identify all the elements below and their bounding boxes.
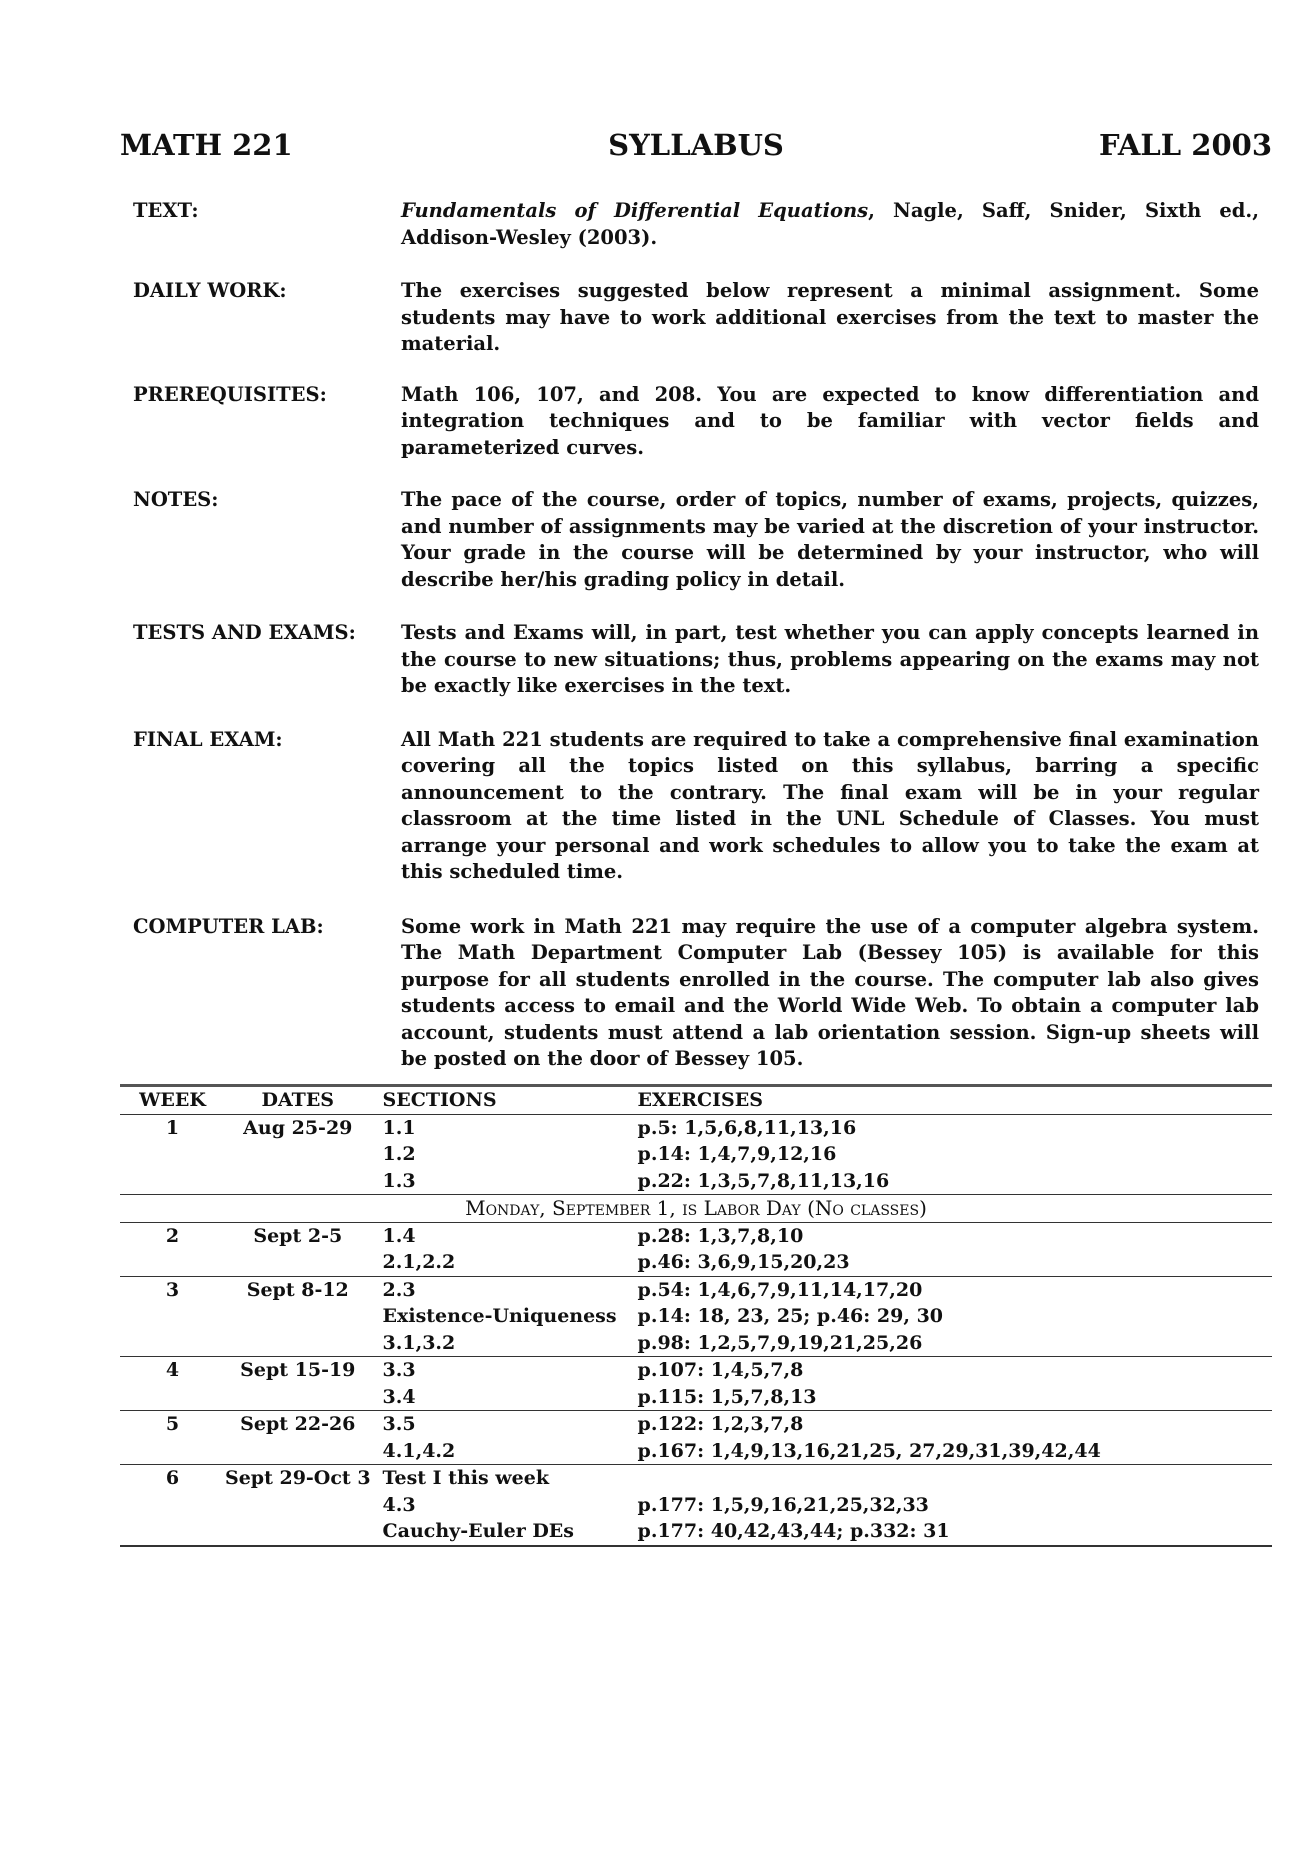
- section-label: NOTES:: [133, 488, 219, 511]
- table-row: [120, 1492, 1272, 1519]
- section-label: COMPUTER LAB:: [133, 914, 324, 938]
- section-cell: Existence-Uniqueness: [382, 1305, 617, 1327]
- exercises-cell: p.5: 1,5,6,8,11,13,16: [638, 1114, 1272, 1141]
- exercises-cell: p.177: 1,5,9,16,21,25,32,33: [637, 1493, 929, 1516]
- section-label: PREREQUISITES:: [133, 382, 327, 406]
- week-1-group: [120, 1114, 1272, 1195]
- week-4-group: [120, 1357, 1272, 1411]
- week-number: 3: [120, 1276, 225, 1303]
- week-dates: Sept 15-19: [225, 1357, 371, 1384]
- column-header-exercises: EXERCISES: [638, 1086, 1272, 1115]
- exercises-cell: p.46: 3,6,9,15,20,23: [637, 1251, 850, 1273]
- week-dates: Sept 29-Oct 3: [225, 1465, 371, 1492]
- section-cell: 1.2: [382, 1143, 416, 1165]
- holiday-note-row: [120, 1195, 1272, 1223]
- section-final-exam: [133, 727, 1273, 886]
- syllabus-sections: [133, 198, 1273, 1073]
- section-cell: 2.1,2.2: [382, 1251, 456, 1273]
- textbook-title: Fundamentals of Differential Equations: [401, 199, 869, 222]
- section-label: DAILY WORK:: [133, 279, 287, 302]
- week-number: 4: [120, 1357, 225, 1384]
- section-cell: 2.3: [371, 1276, 638, 1303]
- table-row: [120, 1330, 1272, 1357]
- section-cell: 3.5: [371, 1411, 638, 1438]
- section-cell: 4.1,4.2: [382, 1439, 456, 1462]
- exercises-cell: p.22: 1,3,5,7,8,11,13,16: [637, 1169, 890, 1192]
- schedule-header-row: [120, 1086, 1272, 1115]
- section-body: Some work in Math 221 may require the use of a computer algebra system. The Math Department Computer Lab (Bessey 105) is available for this purpose for all students enrolled in the course. The computer lab also gives students access to email and the World Wide Web. To obtain a computer lab account, students must attend a lab orientation session. Sign-up sheets will be posted on the door of Bessey 105.: [401, 914, 1259, 1070]
- textbook-details: , Nagle, Saff, Snider, Sixth ed., Addison-Wesley (2003).: [401, 199, 1259, 249]
- table-row: [120, 1518, 1272, 1546]
- section-cell: 1.1: [371, 1114, 638, 1141]
- table-row: [120, 1141, 1272, 1168]
- week-dates: Aug 25-29: [225, 1114, 371, 1141]
- section-label: TESTS AND EXAMS:: [133, 621, 356, 644]
- section-body: All Math 221 students are required to take a comprehensive final examination covering all the topics listed on this syllabus, barring a specific announcement to the contrary. The final exam will be in your regular classroom at the time listed in the UNL Schedule of Classes. You must arrange your personal and work schedules to allow you to take the exam at this scheduled time.: [401, 727, 1259, 883]
- table-row: [120, 1168, 1272, 1195]
- section-notes: [133, 487, 1273, 593]
- section-body: The exercises suggested below represent a minimal assignment. Some students may have to work additional exercises from the text to master the material.: [401, 279, 1259, 355]
- section-cell: Cauchy-Euler DEs: [371, 1518, 638, 1546]
- week-dates: Sept 8-12: [225, 1276, 371, 1303]
- section-cell: Test I this week: [371, 1465, 638, 1492]
- week-dates: Sept 2-5: [225, 1222, 371, 1249]
- section-body: The pace of the course, order of topics, number of exams, projects, quizzes, and number of assignments may be varied at the discretion of your instructor. Your grade in the course will be determined by your instructor, who will describe her/his grading policy in detail.: [401, 488, 1259, 591]
- table-row: [120, 1249, 1272, 1276]
- table-row: [120, 1438, 1272, 1465]
- week-2-group: [120, 1222, 1272, 1276]
- section-cell: 1.4: [371, 1222, 638, 1249]
- table-row: [120, 1357, 1272, 1384]
- week-number: 2: [120, 1222, 225, 1249]
- column-header-week: WEEK: [120, 1086, 225, 1115]
- schedule-table: [120, 1084, 1272, 1547]
- week-number: 6: [120, 1465, 225, 1492]
- course-code: MATH 221: [120, 128, 293, 162]
- table-row: [120, 1411, 1272, 1438]
- section-body: [401, 198, 1259, 251]
- exercises-cell: p.14: 18, 23, 25; p.46: 29, 30: [637, 1305, 944, 1327]
- exercises-cell: p.28: 1,3,7,8,10: [638, 1222, 1272, 1249]
- exercises-cell: p.167: 1,4,9,13,16,21,25, 27,29,31,39,42,44: [637, 1439, 1101, 1462]
- section-daily-work: [133, 278, 1273, 358]
- column-header-sections: SECTIONS: [371, 1086, 638, 1115]
- term-label: FALL 2003: [1099, 128, 1272, 162]
- section-body: Tests and Exams will, in part, test whether you can apply concepts learned in the course to new situations; thus, problems appearing on the exams may not be exactly like exercises in the text.: [401, 621, 1259, 697]
- labor-day-note-group: [120, 1195, 1272, 1223]
- section-cell: 3.3: [371, 1357, 638, 1384]
- column-header-dates: DATES: [225, 1086, 371, 1115]
- section-tests-and-exams: [133, 620, 1273, 700]
- section-computer-lab: [133, 914, 1273, 1073]
- table-row: [120, 1303, 1272, 1330]
- section-body: Math 106, 107, and 208. You are expected to know differentiation and integration techniques and to be familiar with vector fields and parameterized curves.: [401, 382, 1259, 459]
- section-cell: 1.3: [382, 1169, 416, 1192]
- week-number: 1: [120, 1114, 225, 1141]
- section-label: FINAL EXAM:: [133, 727, 283, 751]
- table-row: [120, 1222, 1272, 1249]
- exercises-cell: p.122: 1,2,3,7,8: [638, 1411, 1272, 1438]
- table-row: [120, 1384, 1272, 1411]
- week-5-group: [120, 1411, 1272, 1465]
- page-header: [120, 128, 1272, 168]
- page-title: SYLLABUS: [608, 128, 784, 162]
- exercises-cell: p.14: 1,4,7,9,12,16: [637, 1143, 837, 1165]
- exercises-cell: p.98: 1,2,5,7,9,19,21,25,26: [637, 1331, 923, 1354]
- section-cell: 4.3: [382, 1493, 416, 1516]
- week-3-group: [120, 1276, 1272, 1357]
- week-number: 5: [120, 1411, 225, 1438]
- table-row: [120, 1276, 1272, 1303]
- exercises-cell: [638, 1465, 1272, 1492]
- section-cell: 3.4: [382, 1385, 416, 1408]
- section-text: [133, 198, 1273, 251]
- exercises-cell: p.115: 1,5,7,8,13: [637, 1385, 817, 1408]
- section-prerequisites: [133, 382, 1273, 462]
- table-row: [120, 1465, 1272, 1492]
- exercises-cell: p.54: 1,4,6,7,9,11,14,17,20: [638, 1276, 1272, 1303]
- exercises-cell: p.177: 40,42,43,44; p.332: 31: [638, 1518, 1272, 1546]
- section-cell: 3.1,3.2: [382, 1331, 456, 1354]
- table-row: [120, 1114, 1272, 1141]
- section-label: TEXT:: [133, 199, 199, 222]
- week-dates: Sept 22-26: [225, 1411, 371, 1438]
- exercises-cell: p.107: 1,4,5,7,8: [638, 1357, 1272, 1384]
- week-6-group: [120, 1465, 1272, 1546]
- holiday-note: Monday, September 1, is Labor Day (No classes): [120, 1195, 1272, 1223]
